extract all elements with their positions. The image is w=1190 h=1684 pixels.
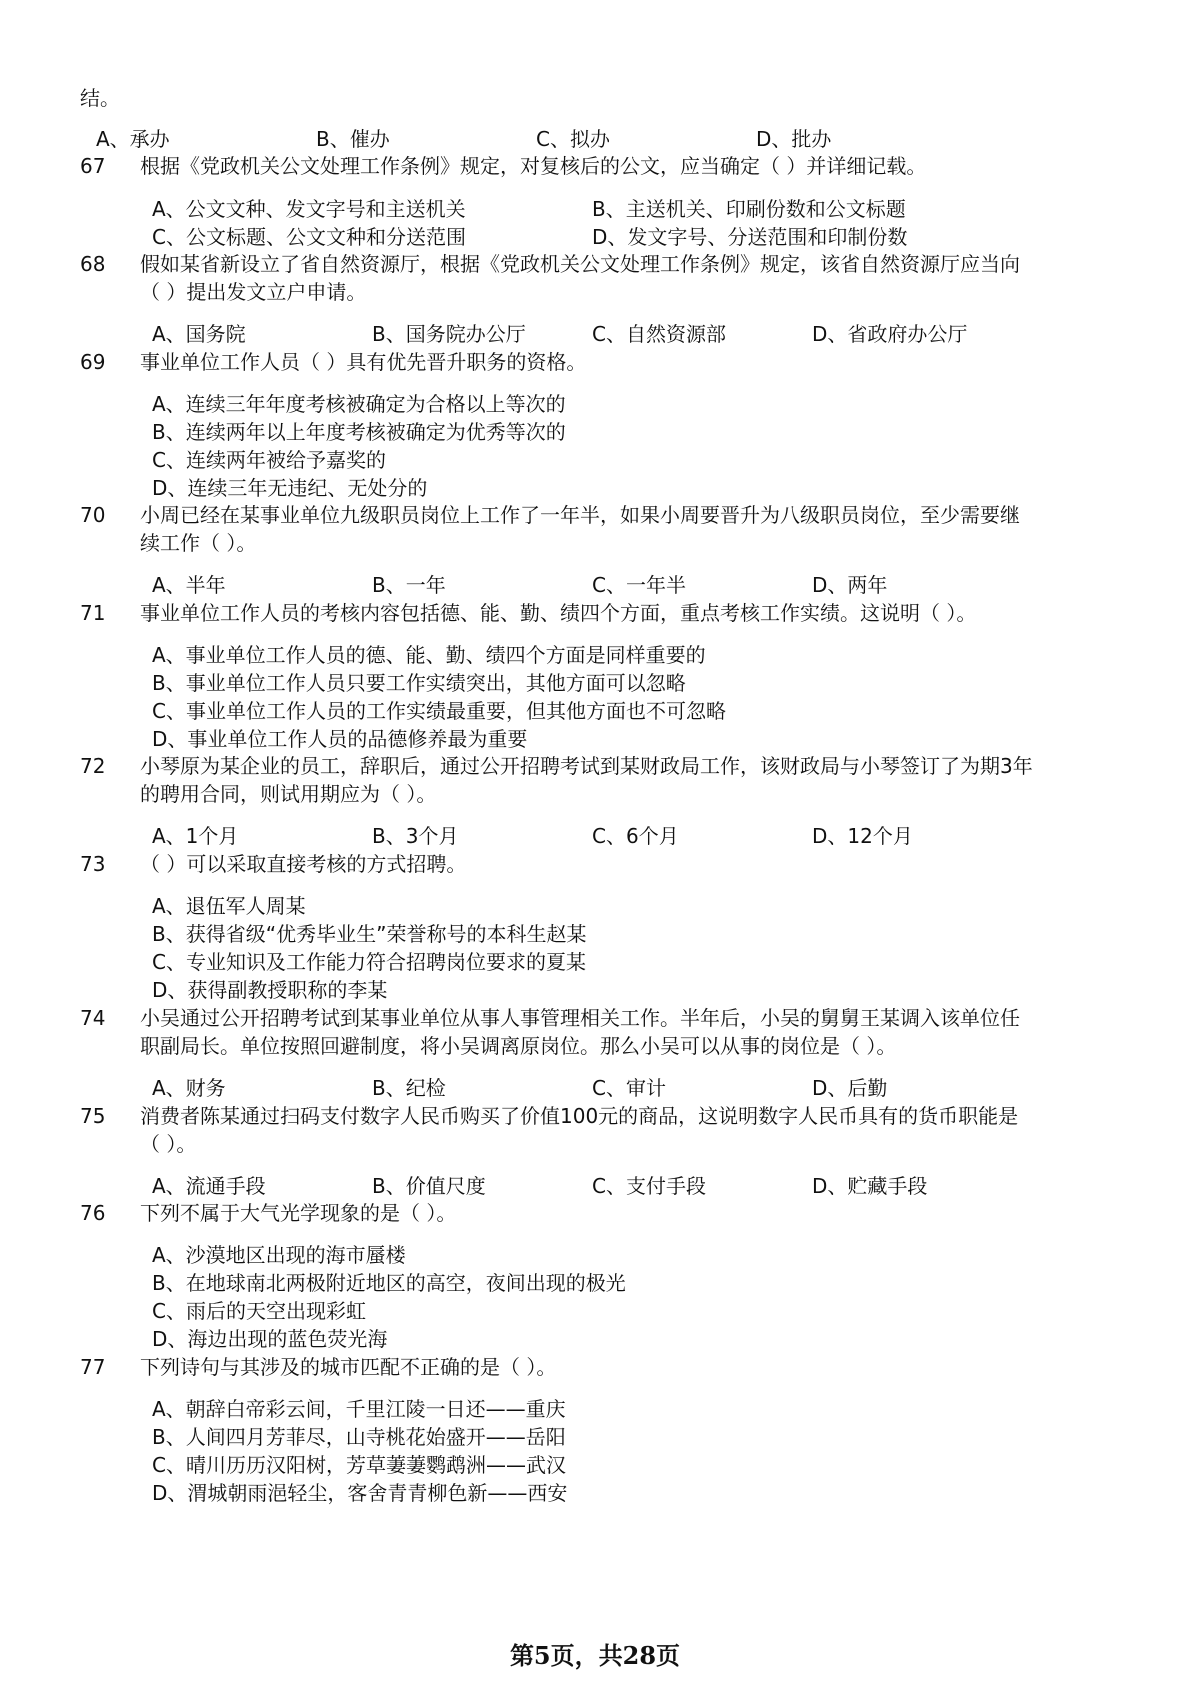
- option: A、退伍军人周某: [152, 894, 306, 918]
- question-number: 71: [80, 601, 106, 625]
- option: A、朝辞白帝彩云间，千里江陵一日还——重庆: [152, 1397, 566, 1421]
- question-text: （ ）提出发文立户申请。: [140, 280, 367, 304]
- option: B、获得省级“优秀毕业生”荣誉称号的本科生赵某: [152, 922, 587, 946]
- option: C、6个月: [592, 824, 679, 848]
- option: C、晴川历历汉阳树，芳草萋萋鹦鹉洲——武汉: [152, 1453, 566, 1477]
- option: A、公文文种、发文字号和主送机关: [152, 197, 466, 221]
- question-text: 假如某省新设立了省自然资源厅，根据《党政机关公文处理工作条例》规定，该省自然资源厅应当向: [140, 252, 1020, 276]
- option: A、国务院: [152, 322, 246, 346]
- option: D、12个月: [812, 824, 913, 848]
- question-text: 事业单位工作人员的考核内容包括德、能、勤、绩四个方面，重点考核工作实绩。这说明（ ）。: [140, 601, 977, 625]
- option: B、主送机关、印刷份数和公文标题: [592, 197, 906, 221]
- option: D、海边出现的蓝色荧光海: [152, 1327, 388, 1351]
- question-text: 事业单位工作人员（ ）具有优先晋升职务的资格。: [140, 350, 587, 374]
- option: A、半年: [152, 573, 226, 597]
- option: D、事业单位工作人员的品德修养最为重要: [152, 727, 528, 751]
- question-number: 68: [80, 252, 106, 276]
- option: A、1个月: [152, 824, 239, 848]
- option: D、省政府办公厅: [812, 322, 968, 346]
- option: A、沙漠地区出现的海市蜃楼: [152, 1243, 406, 1267]
- option: B、连续两年以上年度考核被确定为优秀等次的: [152, 420, 566, 444]
- option: C、雨后的天空出现彩虹: [152, 1299, 366, 1323]
- option: A、事业单位工作人员的德、能、勤、绩四个方面是同样重要的: [152, 643, 706, 667]
- question-text: 小周已经在某事业单位九级职员岗位上工作了一年半，如果小周要晋升为八级职员岗位，至少需要继: [140, 503, 1020, 527]
- question-number: 69: [80, 350, 106, 374]
- option: D、连续三年无违纪、无处分的: [152, 476, 428, 500]
- option: A、财务: [152, 1076, 226, 1100]
- continuation-text: 结。: [80, 86, 120, 110]
- option: A、承办: [96, 127, 170, 151]
- question-text: 小吴通过公开招聘考试到某事业单位从事人事管理相关工作。半年后，小吴的舅舅王某调入该单位任: [140, 1006, 1020, 1030]
- question-number: 72: [80, 754, 106, 778]
- option: B、价值尺度: [372, 1174, 486, 1198]
- option: C、支付手段: [592, 1174, 706, 1198]
- question-text: （ ）可以采取直接考核的方式招聘。: [140, 852, 467, 876]
- question-text: 小琴原为某企业的员工，辞职后，通过公开招聘考试到某财政局工作，该财政局与小琴签订了为期3年: [140, 754, 1033, 778]
- question-text: 的聘用合同，则试用期应为（ ）。: [140, 782, 437, 806]
- option: D、后勤: [812, 1076, 888, 1100]
- question-text: 消费者陈某通过扫码支付数字人民币购买了价值100元的商品，这说明数字人民币具有的货币职能是: [140, 1104, 1019, 1128]
- option: C、专业知识及工作能力符合招聘岗位要求的夏某: [152, 950, 586, 974]
- option: C、事业单位工作人员的工作实绩最重要，但其他方面也不可忽略: [152, 699, 726, 723]
- question-text: 下列诗句与其涉及的城市匹配不正确的是（ ）。: [140, 1355, 557, 1379]
- question-number: 70: [80, 503, 106, 527]
- option: D、获得副教授职称的李某: [152, 978, 388, 1002]
- option: B、事业单位工作人员只要工作实绩突出，其他方面可以忽略: [152, 671, 686, 695]
- question-text: 根据《党政机关公文处理工作条例》规定，对复核后的公文，应当确定（ ）并详细记载。: [140, 154, 927, 178]
- question-number: 67: [80, 154, 106, 178]
- question-text: 续工作（ ）。: [140, 531, 257, 555]
- option: C、一年半: [592, 573, 686, 597]
- option: B、3个月: [372, 824, 459, 848]
- option: D、贮藏手段: [812, 1174, 928, 1198]
- option: C、公文标题、公文文种和分送范围: [152, 225, 466, 249]
- option: A、连续三年年度考核被确定为合格以上等次的: [152, 392, 566, 416]
- option: C、拟办: [536, 127, 610, 151]
- option: C、连续两年被给予嘉奖的: [152, 448, 386, 472]
- option: C、审计: [592, 1076, 666, 1100]
- question-text: （ ）。: [140, 1132, 197, 1156]
- option: B、一年: [372, 573, 446, 597]
- question-number: 76: [80, 1201, 106, 1225]
- question-number: 73: [80, 852, 106, 876]
- option: A、流通手段: [152, 1174, 266, 1198]
- option: C、自然资源部: [592, 322, 726, 346]
- question-text: 职副局长。单位按照回避制度，将小吴调离原岗位。那么小吴可以从事的岗位是（ ）。: [140, 1034, 897, 1058]
- question-number: 75: [80, 1104, 106, 1128]
- option: D、渭城朝雨浥轻尘，客舍青青柳色新——西安: [152, 1481, 568, 1505]
- option: B、纪检: [372, 1076, 446, 1100]
- option: D、发文字号、分送范围和印制份数: [592, 225, 908, 249]
- option: B、催办: [316, 127, 390, 151]
- option: D、批办: [756, 127, 832, 151]
- option: B、国务院办公厅: [372, 322, 526, 346]
- question-number: 77: [80, 1355, 106, 1379]
- option: D、两年: [812, 573, 888, 597]
- option: B、在地球南北两极附近地区的高空，夜间出现的极光: [152, 1271, 626, 1295]
- question-number: 74: [80, 1006, 106, 1030]
- page-footer: 第5页，共28页: [509, 1641, 681, 1670]
- option: B、人间四月芳菲尽，山寺桃花始盛开——岳阳: [152, 1425, 566, 1449]
- question-text: 下列不属于大气光学现象的是（ ）。: [140, 1201, 457, 1225]
